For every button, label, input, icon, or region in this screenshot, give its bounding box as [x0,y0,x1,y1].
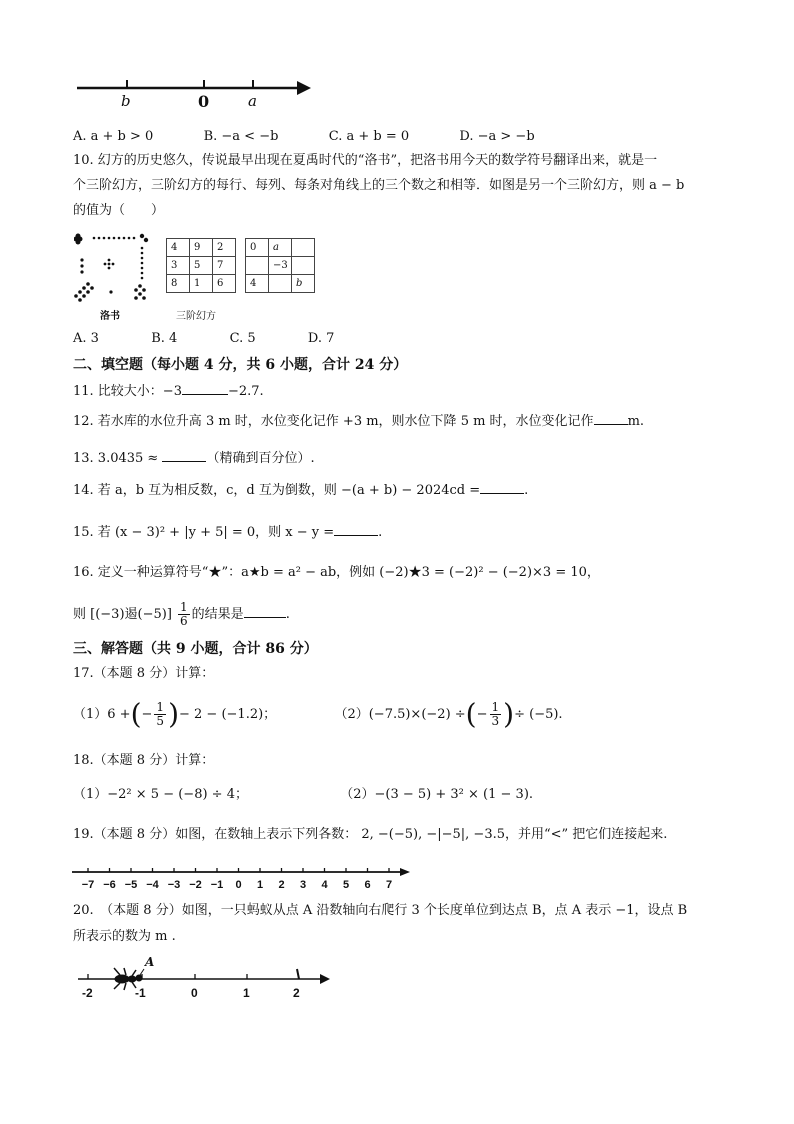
q10-line2: 个三阶幻方，三阶幻方的每行、每列、每条对角线上的三个数之和相等．如图是另一个三阶幻方，则 a − b [73,178,685,193]
ms1-cell: 3 [167,257,190,275]
q16-expr: 则 [(−3)遏(−5)] [73,607,172,622]
q14-text-end: . [524,483,529,498]
q17-head: 17.（本题 8 分）计算： [73,666,215,681]
q10-option-d: D. 7 [307,331,335,346]
q15 [73,523,382,542]
q19-tick-label: −2 [189,879,202,891]
ms1-cell: 6 [213,275,236,293]
q9-options [73,128,535,146]
q19-tick-label: 7 [385,879,393,891]
q16-text: 的结果是 [191,607,244,622]
q17-paren-right: ) [168,697,179,731]
q19-tick-label: 0 [235,879,242,891]
ms2-cell: b [292,275,315,293]
section2-title: 二、填空题（每小题 4 分，共 6 小题，合计 24 分） [73,357,408,373]
q17-p2-text-end: ÷ (−5). [514,707,563,722]
q20-tick-label: 0 [191,986,198,1000]
ms1-cell: 9 [190,239,213,257]
q17-parts: （1）6 +(− $\frac{1}{5}$ )− 2 − (−1.2)； （2）(−7.5)×(−2) ÷(− $\frac{1}{3}$ )÷ (−5). [73,697,563,731]
q17-p2-fraction [490,701,502,728]
q19-tick-label: −1 [210,879,224,891]
q20-line2: 所表示的数为 m . [73,929,176,944]
q11 [73,382,264,401]
q9-option-b: B. −a < −b [203,129,279,144]
q20-point-a-label: A [145,955,155,969]
q20-tick-label: -2 [82,986,93,1000]
q18-part1: （1）−2² × 5 − (−8) ÷ 4； [73,787,248,802]
luoshu-figure [74,232,154,304]
q19-tick-label: 6 [364,879,371,891]
ms1-cell: 1 [190,275,213,293]
ms1-cell: 7 [213,257,236,275]
q11-text: 11. 比较大小：−3 [73,384,182,399]
numberline-label-a: a [248,92,257,110]
q15-text-end: . [378,525,383,540]
magic-square-example [166,238,236,293]
magic-square-question [245,238,315,293]
q18-part2: （2）−(3 − 5) + 3² × (1 − 3). [340,787,534,802]
q14-text: 14. 若 a，b 互为相反数，c，d 互为倒数，则 −(a + b) − 2024cd = [73,483,481,498]
q17-p2-denominator: 3 [491,714,500,728]
q19-tick-label: −6 [103,879,116,891]
ms1-cell: 2 [213,239,236,257]
q9-option-c: C. a + b = 0 [328,129,410,144]
q16-line2 [73,600,290,630]
q16-blank[interactable] [244,605,286,618]
ms2-cell [246,257,269,275]
q17-p2-text: （2）(−7.5)×(−2) ÷ [334,707,466,722]
q15-blank[interactable] [334,523,378,536]
q19-text: 19.（本题 8 分）如图，在数轴上表示下列各数： 2, −(−5), −|−5|, −3.5，并用“<” 把它们连接起来. [73,827,668,842]
magic-square-caption: 三阶幻方 [176,311,216,322]
q10-option-b: B. 4 [151,331,178,346]
q19-tick-label: −5 [124,879,138,891]
q16-frac-denominator: 6 [180,614,188,628]
q16-text-end: . [285,607,290,622]
top-number-line [75,74,315,114]
q17-p1-denominator: 5 [156,714,165,728]
q13-blank[interactable] [162,449,206,462]
q19-tick-label: −7 [81,879,95,891]
q17-p1-text-end: − 2 − (−1.2)； [179,707,277,722]
q18-parts [73,786,533,804]
q19-tick-label: 5 [342,879,350,891]
ms1-cell: 5 [190,257,213,275]
q10-options [73,330,334,348]
q9-option-d: D. −a > −b [459,129,535,144]
ms1-cell: 8 [167,275,190,293]
q19-tick-label: −4 [146,879,159,891]
q16-frac-numerator: 1 [180,600,188,614]
q11-text-end: −2.7. [227,384,264,399]
q17-p1-numerator: 1 [156,700,165,714]
q19-tick-label: 2 [278,879,285,891]
ms2-cell [292,257,315,275]
q11-blank[interactable] [182,382,228,395]
ms2-cell: a [269,239,292,257]
q14-blank[interactable] [480,481,524,494]
q10-option-c: C. 5 [229,331,256,346]
q19-tick-label: 1 [256,879,264,891]
q12-text: 12. 若水库的水位升高 3 m 时，水位变化记作 +3 m，则水位下降 5 m 时，水位变化记作 [73,414,594,429]
luoshu-caption: 洛书 [100,311,120,322]
ms2-cell [269,275,292,293]
q20-tick-label: -1 [135,986,146,1000]
q17-p1-text: （1）6 + [73,707,131,722]
ms2-cell: 0 [246,239,269,257]
q20-line1: 20. （本题 8 分）如图，一只蚂蚁从点 A 沿数轴向右爬行 3 个长度单位到达点 B，点 A 表示 −1，设点 B [73,903,688,918]
q17-p2-paren-left: ( [465,697,477,731]
q17-p2-paren-right: ) [503,697,515,731]
q10-line3: 的值为（ ） [73,203,165,218]
q12-text-end: m. [627,414,645,429]
numberline-label-zero: 0 [198,92,210,111]
section3-title: 三、解答题（共 9 小题，合计 86 分） [73,641,318,657]
q13-text-end: （精确到百分位）. [206,451,315,466]
q16-line1: 16. 定义一种运算符号“★”：a★b = a² − ab，例如 (−2)★3 = (−2)² − (−2)×3 = 10， [73,565,600,580]
q19-number-line [70,866,415,894]
q17-p1-fraction [154,701,166,728]
q14 [73,481,528,500]
ms1-cell: 4 [167,239,190,257]
q10-line1: 10. 幻方的历史悠久，传说最早出现在夏禹时代的“洛书”，把洛书用今天的数学符号翻译出来，就是一 [73,153,658,168]
q10-option-a: A. 3 [73,331,99,346]
q15-text: 15. 若 (x − 3)² + |y + 5| = 0，则 x − y = [73,525,335,540]
q9-option-a: A. a + b > 0 [73,129,154,144]
q17-p2-numerator: 1 [491,700,500,714]
q20-tick-label: 1 [243,986,250,1000]
q20-tick-label: 2 [293,986,300,1000]
q13-text: 13. 3.0435 ≈ [73,451,159,466]
ms2-cell: −3 [269,257,292,275]
q12-blank[interactable] [594,412,628,425]
q16-fraction [178,601,190,628]
q19-tick-label: 4 [321,879,328,891]
q12 [73,412,644,431]
q13 [73,449,315,468]
ms2-cell: 4 [246,275,269,293]
ms2-cell [292,239,315,257]
q19-tick-label: 3 [299,879,307,891]
numberline-label-b: b [121,92,131,110]
q18-head: 18.（本题 8 分）计算： [73,753,215,768]
q17-paren-left: ( [130,697,142,731]
q19-tick-label: −3 [167,879,181,891]
